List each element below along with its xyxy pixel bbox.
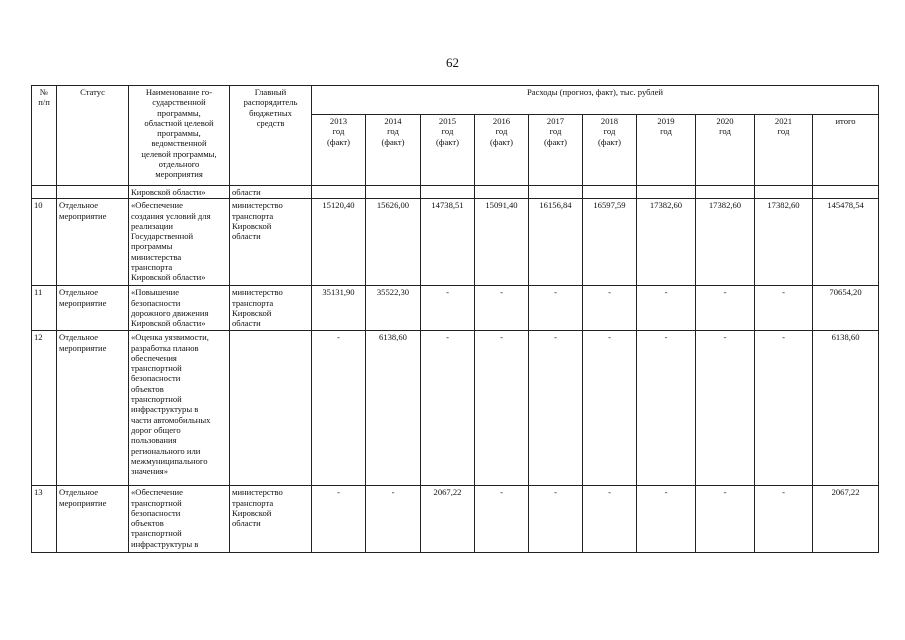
row-year-value: -	[637, 286, 696, 331]
row-year-value: -	[529, 331, 583, 486]
cell	[312, 186, 366, 199]
row-program-name: «Обеспечение создания условий для реализации Государственной программы министерства транспорта Кировской области»	[129, 199, 230, 286]
row-year-value: -	[475, 286, 529, 331]
cell	[813, 186, 879, 199]
cell	[366, 186, 421, 199]
header-total: итого	[813, 115, 879, 186]
row-total: 2067,22	[813, 486, 879, 553]
header-expenses: Расходы (прогноз, факт), тыс. рублей	[312, 86, 879, 115]
cell	[57, 186, 129, 199]
row-number: 13	[32, 486, 57, 553]
row-year-value: 35131,90	[312, 286, 366, 331]
header-year: 2018 год (факт)	[583, 115, 637, 186]
row-year-value: 15120,40	[312, 199, 366, 286]
row-year-value: 15626,00	[366, 199, 421, 286]
continuation-name: Кировской области»	[129, 186, 230, 199]
row-year-value: -	[755, 486, 813, 553]
row-year-value: 17382,60	[755, 199, 813, 286]
row-status: Отдельное мероприятие	[57, 486, 129, 553]
continuation-distributor: области	[230, 186, 312, 199]
row-year-value: 35522,30	[366, 286, 421, 331]
budget-table	[31, 85, 879, 553]
row-year-value: -	[696, 286, 755, 331]
cell	[637, 186, 696, 199]
table-row	[32, 486, 879, 553]
row-number: 10	[32, 199, 57, 286]
header-distributor: Главный распорядитель бюджетных средств	[230, 86, 312, 186]
row-year-value: -	[312, 486, 366, 553]
row-year-value: -	[312, 331, 366, 486]
row-year-value: -	[529, 486, 583, 553]
row-year-value: -	[475, 486, 529, 553]
row-distributor: министерство транспорта Кировской области	[230, 199, 312, 286]
row-distributor	[230, 331, 312, 486]
header-year: 2021 год	[755, 115, 813, 186]
row-year-value: -	[366, 486, 421, 553]
row-year-value: 14738,51	[421, 199, 475, 286]
cell	[32, 186, 57, 199]
row-year-value: -	[583, 331, 637, 486]
table-row	[32, 199, 879, 286]
continuation-row	[32, 186, 879, 199]
header-year: 2013 год (факт)	[312, 115, 366, 186]
table-row	[32, 286, 879, 331]
header-year: 2019 год	[637, 115, 696, 186]
row-total: 6138,60	[813, 331, 879, 486]
page-number: 62	[446, 55, 459, 70]
row-year-value: -	[755, 331, 813, 486]
row-year-value: -	[696, 486, 755, 553]
row-year-value: 15091,40	[475, 199, 529, 286]
header-year: 2016 год (факт)	[475, 115, 529, 186]
cell	[583, 186, 637, 199]
header-num: № п/п	[32, 86, 57, 186]
row-year-value: -	[755, 286, 813, 331]
row-number: 11	[32, 286, 57, 331]
header-year: 2017 год (факт)	[529, 115, 583, 186]
header-program-name: Наименование го- сударственной программы, областной целевой программы, ведомственной целевой программы, отдельного мероприятия	[129, 86, 230, 186]
row-year-value: -	[583, 486, 637, 553]
row-year-value: 6138,60	[366, 331, 421, 486]
row-status: Отдельное мероприятие	[57, 199, 129, 286]
cell	[475, 186, 529, 199]
row-year-value: -	[475, 331, 529, 486]
row-year-value: -	[637, 331, 696, 486]
row-distributor: министерство транспорта Кировской области	[230, 286, 312, 331]
header-row	[32, 86, 879, 115]
row-program-name: «Повышение безопасности дорожного движения Кировской области»	[129, 286, 230, 331]
header-year: 2015 год (факт)	[421, 115, 475, 186]
row-year-value: 16156,84	[529, 199, 583, 286]
header-year: 2020 год	[696, 115, 755, 186]
row-total: 145478,54	[813, 199, 879, 286]
row-program-name: «Обеспечение транспортной безопасности объектов транспортной инфраструктуры в	[129, 486, 230, 553]
header-status: Статус	[57, 86, 129, 186]
cell	[529, 186, 583, 199]
row-number: 12	[32, 331, 57, 486]
row-year-value: -	[583, 286, 637, 331]
row-status: Отдельное мероприятие	[57, 331, 129, 486]
row-year-value: 17382,60	[637, 199, 696, 286]
row-year-value: 2067,22	[421, 486, 475, 553]
row-status: Отдельное мероприятие	[57, 286, 129, 331]
cell	[421, 186, 475, 199]
cell	[696, 186, 755, 199]
cell	[755, 186, 813, 199]
row-year-value: -	[696, 331, 755, 486]
row-program-name: «Оценка уязвимости, разработка планов обеспечения транспортной безопасности объектов транспортной инфраструктуры в части автомобильных дорог общего пользования регионального или межмуниципального значения»	[129, 331, 230, 486]
row-total: 70654,20	[813, 286, 879, 331]
header-year: 2014 год (факт)	[366, 115, 421, 186]
row-year-value: -	[421, 331, 475, 486]
row-year-value: -	[421, 286, 475, 331]
row-year-value: 16597,59	[583, 199, 637, 286]
table-row	[32, 331, 879, 486]
row-year-value: -	[637, 486, 696, 553]
row-year-value: -	[529, 286, 583, 331]
row-distributor: министерство транспорта Кировской области	[230, 486, 312, 553]
row-year-value: 17382,60	[696, 199, 755, 286]
